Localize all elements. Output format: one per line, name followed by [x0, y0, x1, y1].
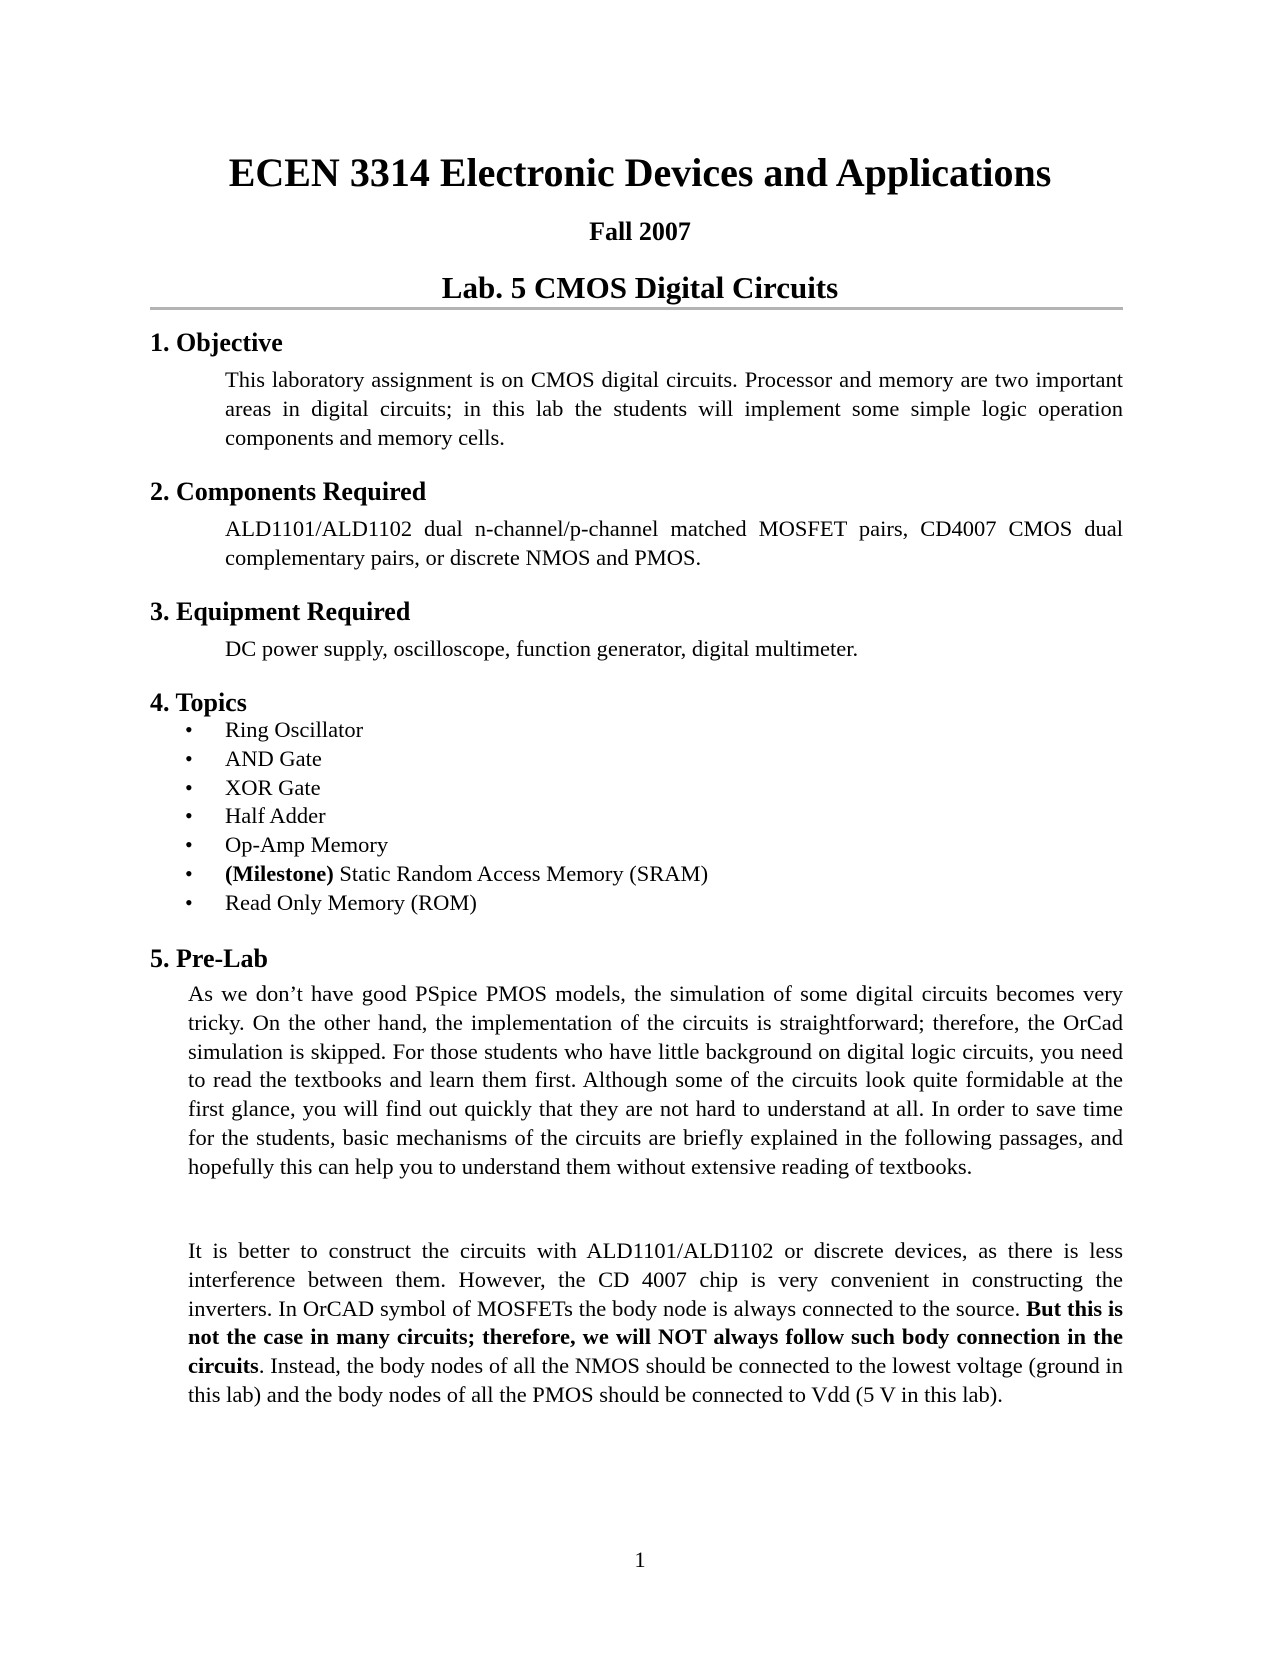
- list-item: [150, 802, 1050, 831]
- equipment-heading: 3. Equipment Required: [150, 597, 411, 626]
- prelab-emphasis: But this is not the case in many circuits; therefore, we will NOT always follow such body connection in the circuits: [188, 1295, 1123, 1379]
- topic-label: Read Only Memory (ROM): [225, 889, 477, 915]
- topic-text: [225, 745, 322, 774]
- topic-label: Ring Oscillator: [225, 717, 364, 742]
- list-item: [150, 889, 1050, 918]
- title-divider: [150, 307, 1123, 310]
- bullet-icon: •: [185, 774, 193, 800]
- components-text: ALD1101/ALD1102 dual n-channel/p-channel matched MOSFET pairs, CD4007 CMOS dual complementary pairs, or discrete NMOS and PMOS.: [225, 516, 1123, 570]
- topics-heading: 4. Topics: [150, 688, 247, 717]
- list-item: [150, 716, 1050, 745]
- components-heading: 2. Components Required: [150, 477, 427, 506]
- topics-list: [150, 716, 1050, 918]
- topic-text: [225, 774, 321, 803]
- topic-text: [225, 860, 708, 889]
- topic-label: XOR Gate: [225, 774, 321, 800]
- bullet-icon: •: [185, 717, 193, 742]
- prelab-paragraph-2-start: It is better to construct the circuits with ALD1101/ALD1102 or discrete devices, as there is less interference between them. However, the CD 4007 chip is very convenient in constructing the inverters. In OrCAD symbol of MOSFETs the body node is always connected to the source.: [188, 1238, 1123, 1321]
- topic-label: Static Random Access Memory (SRAM): [333, 860, 709, 886]
- prelab-paragraph-2-end: . Instead, the body nodes of all the NMOS should be connected to the lowest voltage (ground in this lab) and the body nodes of all the PMOS should be connected to Vdd (5 V in this lab).: [188, 1353, 1123, 1407]
- list-item: [150, 774, 1050, 803]
- page-number: 1: [634, 1547, 646, 1572]
- bullet-icon: •: [185, 803, 193, 829]
- topic-text: [225, 802, 326, 831]
- course-title: ECEN 3314 Electronic Devices and Applications: [228, 150, 1052, 195]
- topic-label: AND Gate: [225, 745, 322, 771]
- topic-text: [225, 889, 477, 918]
- topic-text: [225, 716, 363, 745]
- list-item: [150, 860, 1050, 889]
- list-item: [150, 745, 1050, 774]
- objective-text: This laboratory assignment is on CMOS digital circuits. Processor and memory are two important areas in digital circuits; in this lab the students will implement some simple logic operation components and memory cells.: [225, 367, 1123, 450]
- topic-label: Op-Amp Memory: [225, 832, 389, 858]
- topic-label: Half Adder: [225, 803, 326, 829]
- prelab-heading: 5. Pre-Lab: [150, 944, 268, 973]
- prelab-paragraph-2: [188, 1237, 1123, 1410]
- objective-heading: 1. Objective: [150, 328, 283, 357]
- bullet-icon: •: [185, 832, 193, 858]
- list-item: [150, 831, 1050, 860]
- term-label: Fall 2007: [589, 217, 691, 246]
- bullet-icon: •: [185, 889, 193, 915]
- lab-title: Lab. 5 CMOS Digital Circuits: [441, 270, 839, 305]
- bullet-icon: •: [185, 745, 193, 771]
- topic-text: [225, 831, 388, 860]
- equipment-text: DC power supply, oscilloscope, function generator, digital multimeter.: [225, 636, 859, 661]
- bullet-icon: •: [185, 860, 193, 886]
- topic-bold-label: (Milestone): [225, 860, 334, 886]
- prelab-paragraph-1: As we don’t have good PSpice PMOS models, the simulation of some digital circuits becomes very tricky. On the other hand, the implementation of the circuits is straightforward; therefore, the OrCad simulation is skipped. For those students who have little background on digital logic circuits, you need to read the textbooks and learn them first. Although some of the circuits look quite formidable at the first glance, you will find out quickly that they are not hard to understand at all. In order to save time for the students, basic mechanisms of the circuits are briefly explained in the following passages, and hopefully this can help you to understand them without extensive reading of textbooks.: [188, 981, 1123, 1179]
